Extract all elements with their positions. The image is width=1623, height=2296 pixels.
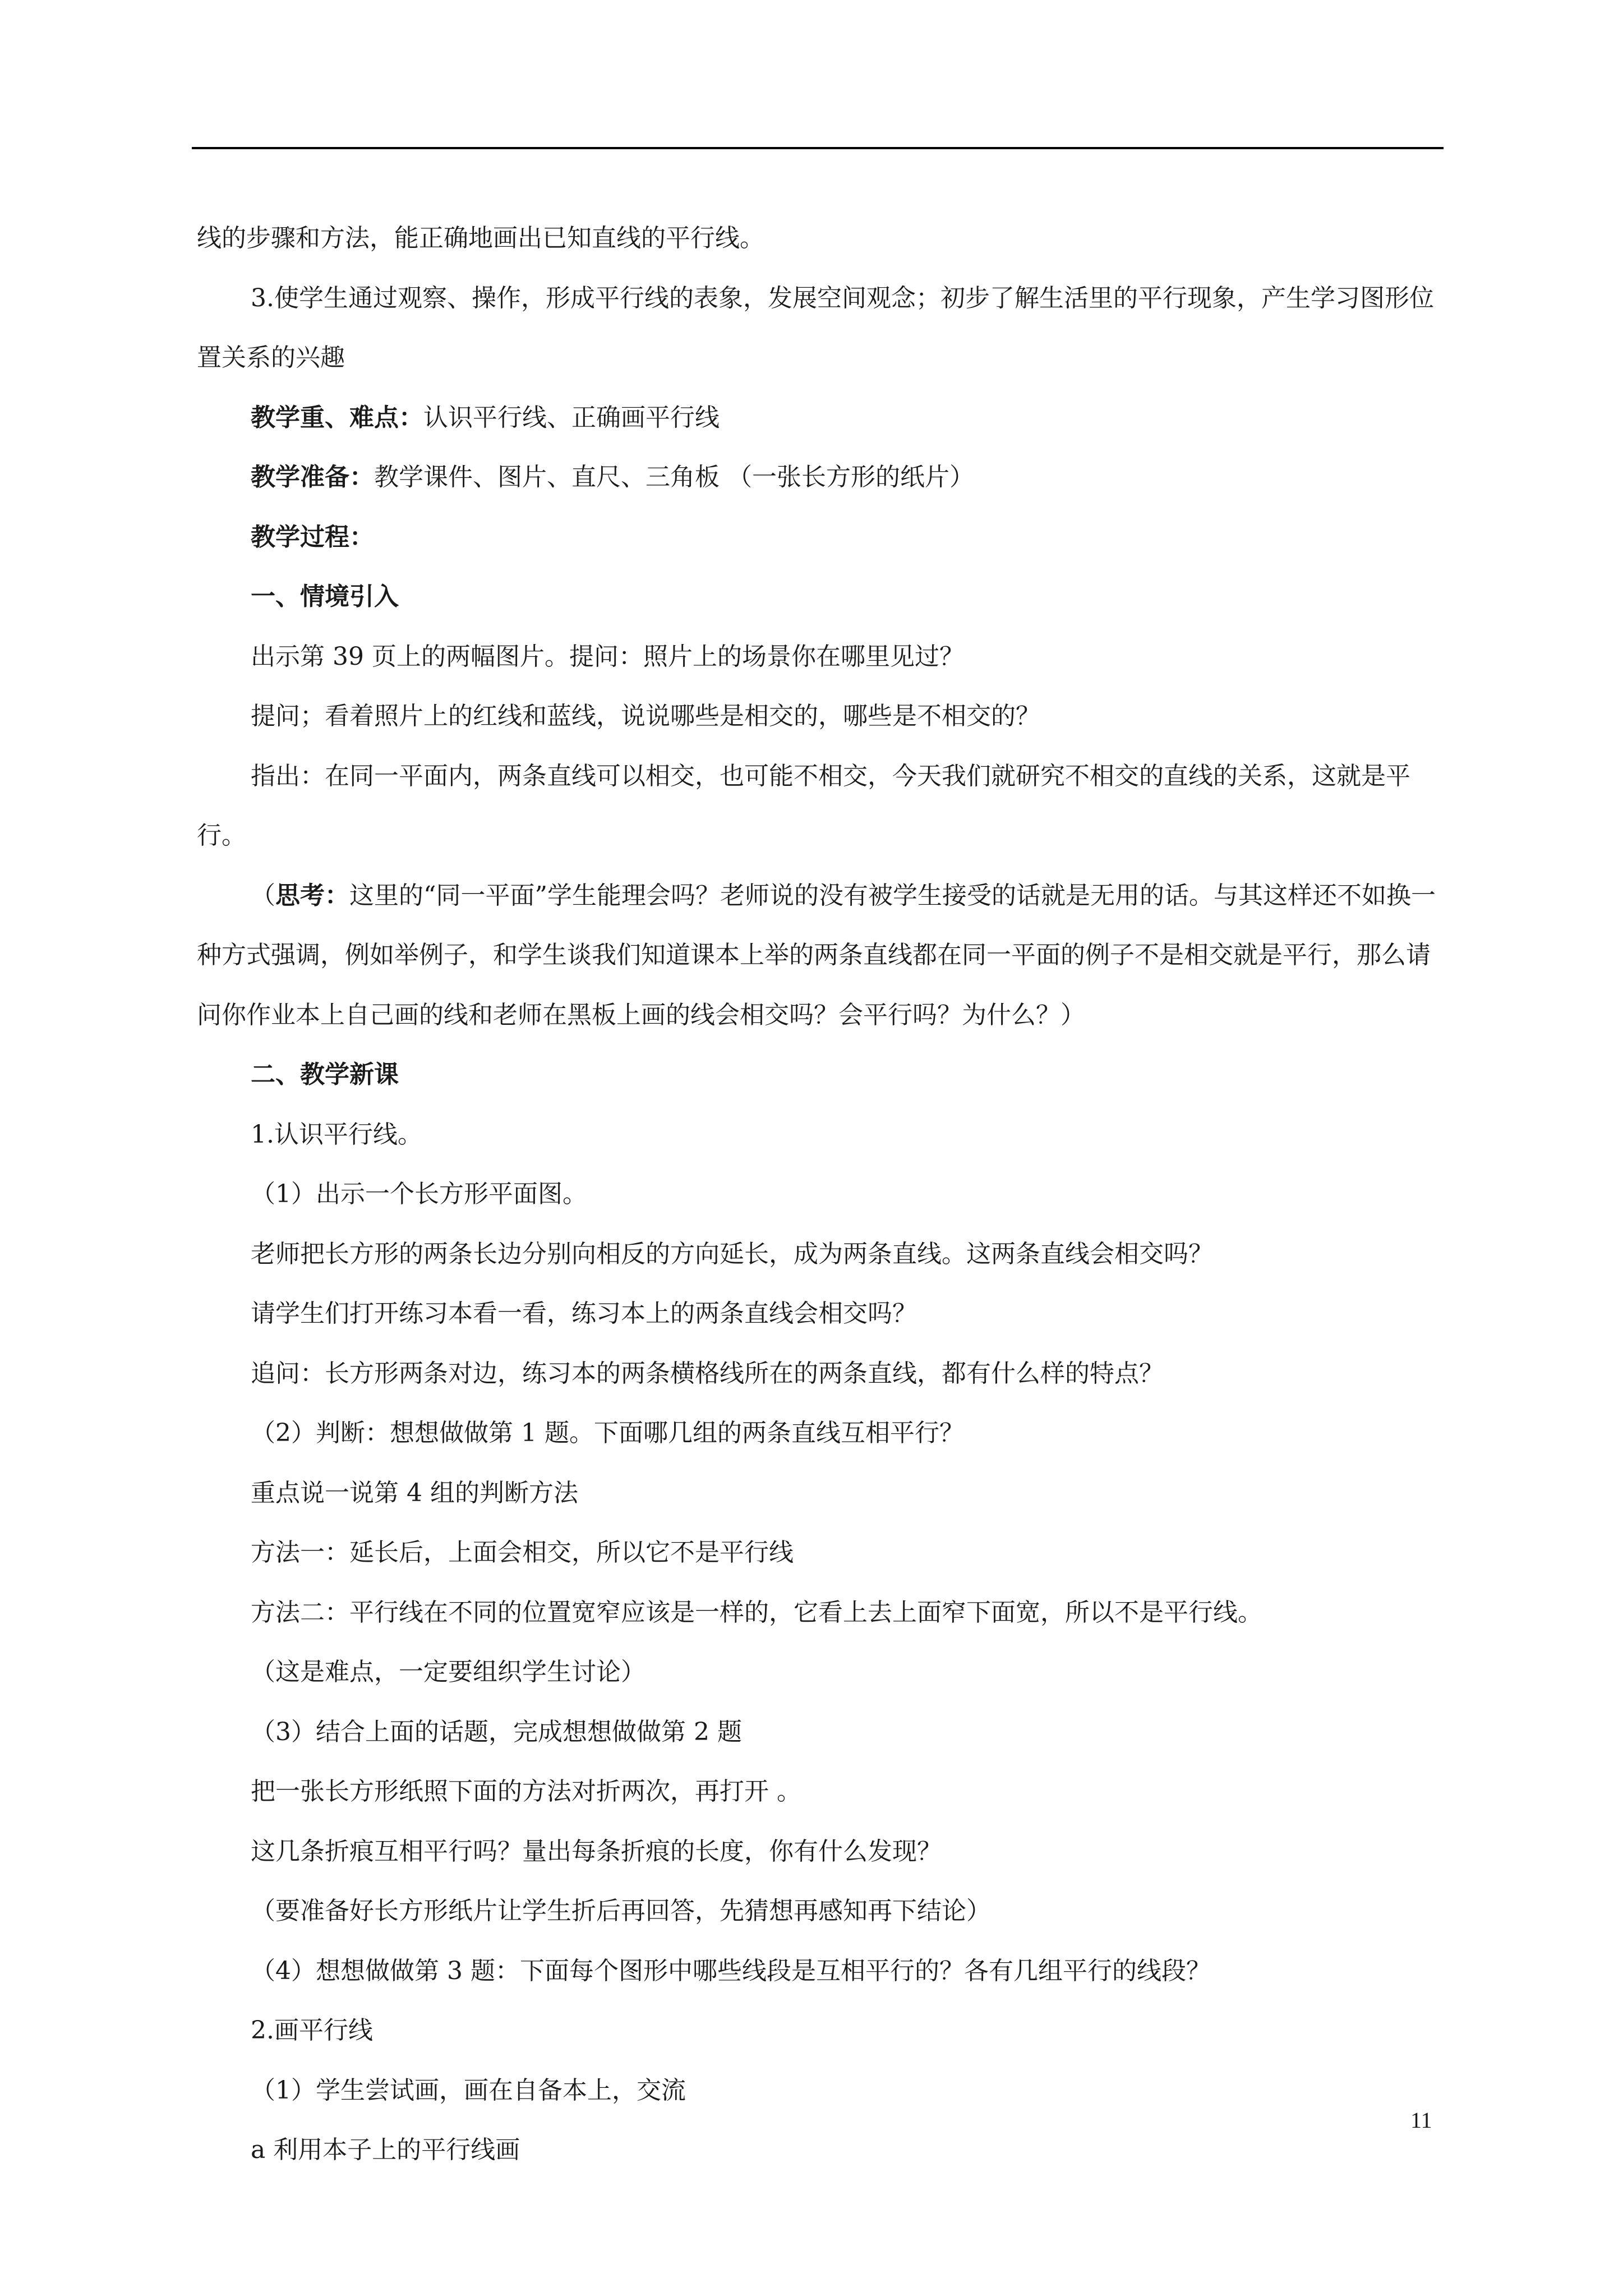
paragraph: 线的步骤和方法，能正确地画出已知直线的平行线。	[197, 224, 764, 252]
paragraph: 3.使学生通过观察、操作，形成平行线的表象，发展空间观念；初步了解生活里的平行现象，产生学习图形位置关系的兴趣	[197, 283, 1434, 372]
paragraph: 1.认识平行线。	[251, 1120, 422, 1149]
paragraph-prefix: （	[251, 881, 275, 910]
paragraph: （3）结合上面的话题，完成想想做做第 2 题	[251, 1717, 742, 1746]
paragraph-label: 教学准备：	[251, 463, 374, 491]
paragraph: （1）学生尝试画，画在自备本上，交流	[251, 2076, 686, 2105]
paragraph: （1）出示一个长方形平面图。	[251, 1180, 587, 1208]
paragraph	[197, 508, 1438, 568]
paragraph: 这几条折痕互相平行吗？量出每条折痕的长度，你有什么发现？	[251, 1837, 942, 1866]
paragraph-text: 这里的“同一平面”学生能理会吗？老师说的没有被学生接受的话就是无用的话。与其这样还不如换一种方式强调，例如举例子，和学生谈我们知道课本上举的两条直线都在同一平面的例子不是相交就是平行，那么请问你作业本上自己画的线和老师在黑板上画的线会相交吗？会平行吗？为什么？）	[197, 881, 1436, 1029]
paragraph: 2.画平行线	[251, 2016, 373, 2045]
paragraph-text: 教学课件、图片、直尺、三角板 （一张长方形的纸片）	[374, 463, 974, 491]
paragraph	[197, 448, 1438, 508]
paragraph: 方法二：平行线在不同的位置宽窄应该是一样的，它看上去上面窄下面宽，所以不是平行线。	[251, 1598, 1262, 1627]
paragraph-label: 教学过程：	[251, 522, 374, 551]
section-heading: 二、教学新课	[251, 1060, 399, 1089]
page-number: 11	[1410, 2108, 1432, 2133]
paragraph: a 利用本子上的平行线画	[251, 2136, 520, 2164]
paragraph: 把一张长方形纸照下面的方法对折两次，再打开 。	[251, 1777, 801, 1806]
paragraph-text: 认识平行线、正确画平行线	[423, 403, 720, 432]
paragraph: 方法一：延长后，上面会相交，所以它不是平行线	[251, 1538, 794, 1567]
paragraph: （这是难点，一定要组织学生讨论）	[251, 1658, 645, 1686]
paragraph: （要准备好长方形纸片让学生折后再回答，先猜想再感知再下结论）	[251, 1897, 991, 1925]
page-body	[197, 209, 1438, 2180]
paragraph: 老师把长方形的两条长边分别向相反的方向延长，成为两条直线。这两条直线会相交吗？	[251, 1239, 1213, 1268]
paragraph: （4）想想做做第 3 题：下面每个图形中哪些线段是互相平行的？各有几组平行的线段？	[251, 1956, 1211, 1985]
paragraph: 提问；看着照片上的红线和蓝线，说说哪些是相交的，哪些是不相交的？	[251, 702, 1040, 730]
paragraph: 追问：长方形两条对边，练习本的两条横格线所在的两条直线，都有什么样的特点？	[251, 1359, 1164, 1388]
paragraph: 出示第 39 页上的两幅图片。提问：照片上的场景你在哪里见过？	[251, 642, 964, 671]
paragraph: 指出：在同一平面内，两条直线可以相交，也可能不相交，今天我们就研究不相交的直线的关系，这就是平行。	[197, 761, 1410, 850]
paragraph-label: 教学重、难点：	[251, 403, 423, 432]
section-heading: 一、情境引入	[251, 582, 399, 611]
paragraph: 重点说一说第 4 组的判断方法	[251, 1478, 578, 1507]
paragraph	[197, 388, 1438, 448]
paragraph-label: 思考：	[275, 881, 349, 910]
paragraph: （2）判断：想想做做第 1 题。下面哪几组的两条直线互相平行？	[251, 1419, 964, 1447]
paragraph	[197, 866, 1438, 1046]
header-rule	[192, 147, 1444, 149]
paragraph: 请学生们打开练习本看一看，练习本上的两条直线会相交吗？	[251, 1299, 917, 1328]
